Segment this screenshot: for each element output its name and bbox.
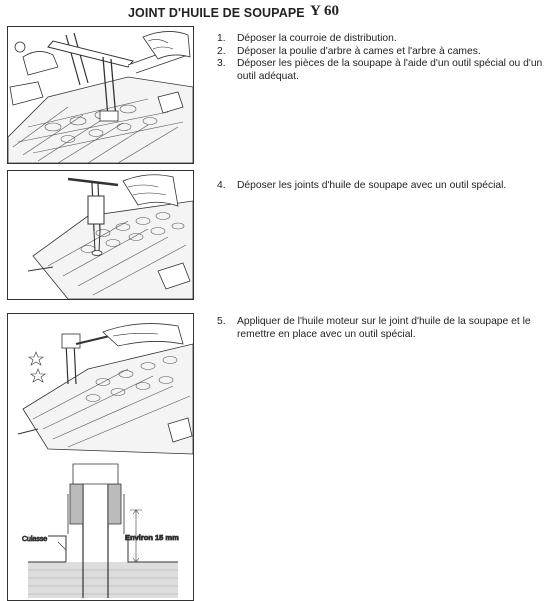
figure-valve-spring-compressor — [7, 26, 194, 164]
steps-group-1 — [217, 33, 552, 83]
figure-oil-seal-installation — [7, 313, 194, 601]
step-text: Déposer les pièces de la soupape à l'aide d'un outil spécial ou d'un outil adéquat. — [237, 58, 543, 82]
step-item: 4. Déposer les joints d'huile de soupape avec un outil spécial. — [217, 180, 507, 191]
steps-group-3 — [217, 316, 555, 341]
page-header — [0, 2, 557, 22]
step-item: 2. Déposer la poulie d'arbre à cames et l'arbre à cames. — [217, 45, 481, 57]
page-title: JOINT D'HUILE DE SOUPAPE — [128, 6, 305, 20]
step-item: 1. Déposer la courroie de distribution. — [217, 33, 397, 44]
step-item: 3. Déposer les pièces de la soupape à l'aide d'un outil spécial ou d'un outil adéquat. — [217, 58, 543, 82]
model-code: Y 60 — [310, 3, 340, 19]
step-text: Déposer la courroie de distribution. — [237, 33, 397, 44]
step-text: Déposer la poulie d'arbre à cames et l'arbre à cames. — [237, 45, 481, 57]
figure-oil-seal-removal — [7, 170, 194, 300]
steps-group-2 — [217, 180, 552, 193]
label-environ-15mm: Environ 15 mm — [125, 533, 179, 542]
step-item: 5. Appliquer de l'huile moteur sur le joint d'huile de la soupape et le remettre en place avec un outil spécial. — [217, 316, 531, 340]
step-text: Appliquer de l'huile moteur sur le joint d'huile de la soupape et le remettre en place avec un outil spécial. — [237, 316, 531, 340]
label-culasse: Culasse — [22, 536, 48, 543]
step-text: Déposer les joints d'huile de soupape avec un outil spécial. — [237, 180, 507, 191]
